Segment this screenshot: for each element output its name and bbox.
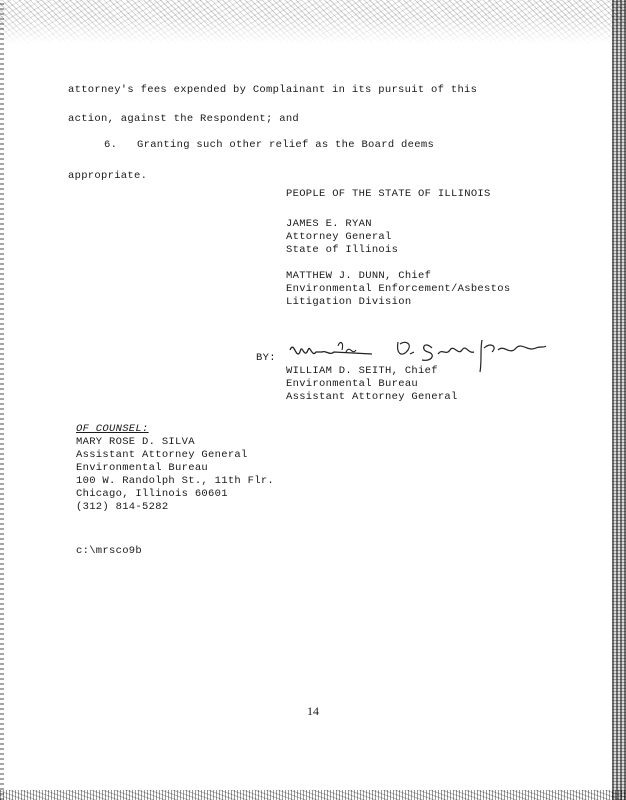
body-line-2: action, against the Respondent; and [68, 113, 300, 125]
ag-state: State of Illinois [286, 244, 399, 256]
by-label: BY: [256, 352, 276, 364]
scan-noise-top [0, 0, 626, 44]
signer-title: Assistant Attorney General [286, 391, 458, 403]
counsel-name: MARY ROSE D. SILVA [76, 436, 195, 448]
counsel-address: 100 W. Randolph St., 11th Flr. [76, 475, 275, 487]
counsel-bureau: Environmental Bureau [76, 462, 209, 474]
scan-noise-bottom [0, 790, 626, 800]
chief-name: MATTHEW J. DUNN, Chief [286, 270, 432, 282]
scan-noise-right [612, 0, 626, 800]
ag-title: Attorney General [286, 231, 392, 243]
scan-noise-left [0, 0, 4, 800]
of-counsel-heading: OF COUNSEL: [76, 423, 149, 435]
body-line-1: attorney's fees expended by Complainant in its pursuit of this [68, 84, 478, 96]
signer-name: WILLIAM D. SEITH, Chief [286, 365, 438, 377]
body-line-4: appropriate. [68, 170, 148, 182]
file-reference: c:\mrsco9b [76, 545, 143, 557]
chief-division-2: Litigation Division [286, 296, 412, 308]
counsel-city: Chicago, Illinois 60601 [76, 488, 228, 500]
party-name: PEOPLE OF THE STATE OF ILLINOIS [286, 188, 491, 200]
signer-bureau: Environmental Bureau [286, 378, 419, 390]
body-line-3: 6. Granting such other relief as the Board deems [104, 139, 435, 151]
ag-name: JAMES E. RYAN [286, 218, 372, 230]
chief-division-1: Environmental Enforcement/Asbestos [286, 283, 511, 295]
page-number: 14 [307, 704, 319, 718]
counsel-title: Assistant Attorney General [76, 449, 248, 461]
counsel-phone: (312) 814-5282 [76, 501, 169, 513]
